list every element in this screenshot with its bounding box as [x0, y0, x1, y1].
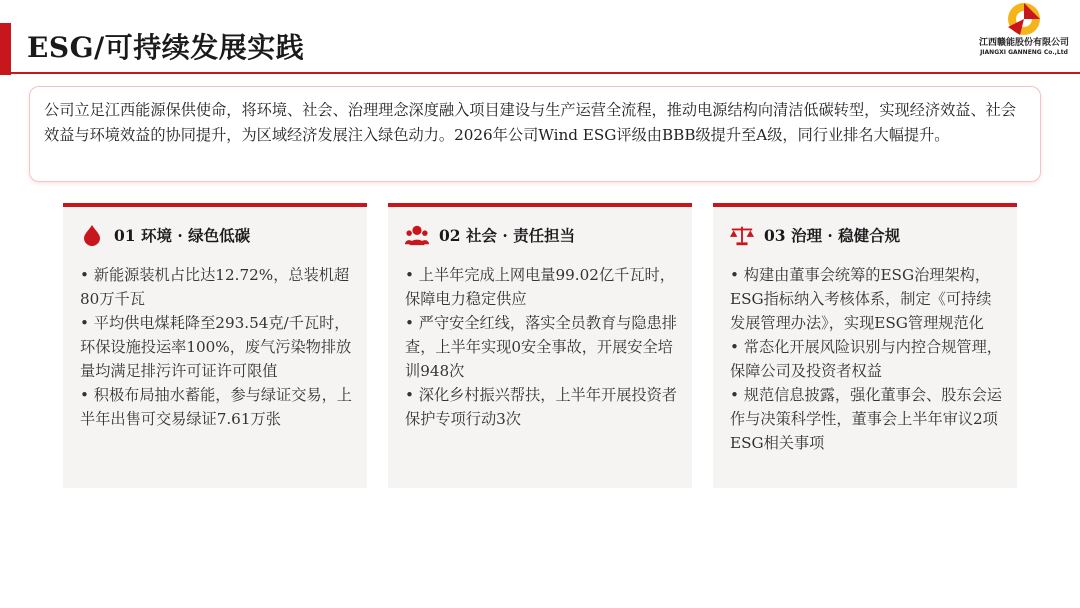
card-header	[80, 221, 352, 249]
pillar-cards	[63, 203, 1018, 488]
card-title: 03 治理 · 稳健合规	[764, 226, 901, 245]
card-governance	[713, 203, 1017, 488]
intro-text: 公司立足江西能源保供使命，将环境、社会、治理理念深度融入项目建设与生产运营全流程，推动电源结构向清洁低碳转型，实现经济效益、社会效益与环境效益的协同提升，为区域经济发展注入绿色动力。2026年公司Wind ESG评级由BBB级提升至A级，同行业排名大幅提升。	[44, 101, 1016, 144]
scale-icon	[730, 223, 754, 247]
people-icon	[405, 223, 429, 247]
company-logo	[974, 0, 1074, 66]
card-body	[80, 263, 352, 431]
list-item: • 规范信息披露，强化董事会、股东会运作与决策科学性，董事会上半年审议2项ESG相关事项	[730, 386, 1002, 452]
logo-company-cn: 江西赣能股份有限公司	[978, 38, 1069, 48]
intro-box	[29, 86, 1041, 182]
card-header	[730, 221, 1002, 249]
list-item: • 平均供电煤耗降至293.54克/千瓦时，环保设施投运率100%，废气污染物排放量均满足排污许可证许可限值	[80, 314, 352, 380]
title-divider	[11, 72, 1080, 74]
logo-company-en: JIANGXI GANNENG Co.,Ltd	[980, 49, 1068, 56]
card-title: 01 环境 · 绿色低碳	[114, 226, 251, 245]
page-title: ESG/可持续发展实践	[27, 31, 305, 64]
card-body	[405, 263, 677, 431]
list-item: • 常态化开展风险识别与内控合规管理，保障公司及投资者权益	[730, 338, 1002, 380]
title-accent-bar	[0, 23, 11, 75]
flame-icon	[80, 223, 104, 247]
card-header	[405, 221, 677, 249]
card-title: 02 社会 · 责任担当	[439, 226, 576, 245]
list-item: • 积极布局抽水蓄能，参与绿证交易，上半年出售可交易绿证7.61万张	[80, 386, 352, 428]
list-item: • 新能源装机占比达12.72%，总装机超80万千瓦	[80, 266, 350, 308]
card-social	[388, 203, 692, 488]
list-item: • 构建由董事会统筹的ESG治理架构，ESG指标纳入考核体系，制定《可持续发展管理办法》，实现ESG管理规范化	[730, 266, 992, 332]
logo-mark-icon	[1004, 0, 1044, 38]
card-body	[730, 263, 1002, 455]
list-item: • 上半年完成上网电量99.02亿千瓦时，保障电力稳定供应	[405, 266, 675, 308]
card-environment	[63, 203, 367, 488]
list-item: • 深化乡村振兴帮扶，上半年开展投资者保护专项行动3次	[405, 386, 677, 428]
list-item: • 严守安全红线，落实全员教育与隐患排查，上半年实现0安全事故，开展安全培训948次	[405, 314, 677, 380]
